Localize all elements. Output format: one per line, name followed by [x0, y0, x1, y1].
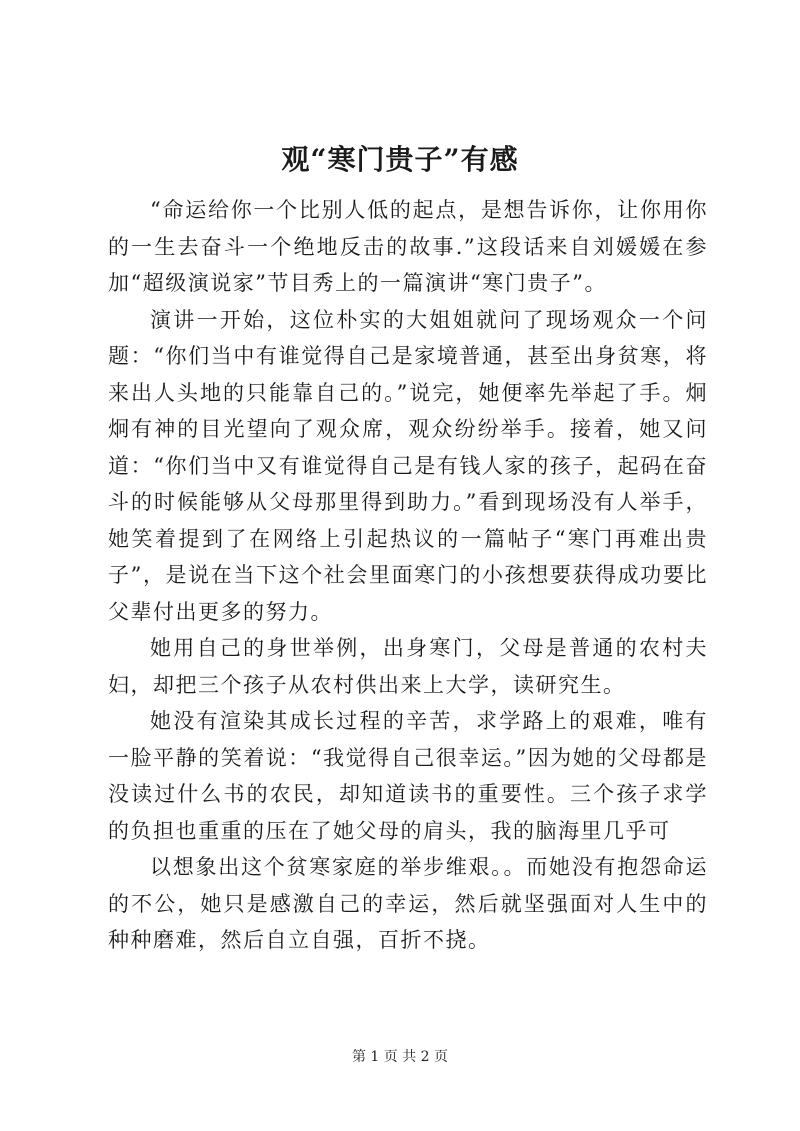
paragraph-5: 以想象出这个贫寒家庭的举步维艰。。而她没有抱怨命运的不公，她只是感激自己的幸运，然后就坚强面对人生中的种种磨难，然后自立自强，百折不挠。	[108, 855, 708, 952]
paragraph-3: 她用自己的身世举例，出身寒门，父母是普通的农村夫妇，却把三个孩子从农村供出来上大学，读研究生。	[108, 636, 708, 697]
paragraph-2: 演讲一开始，这位朴实的大姐姐就问了现场观众一个问题：“你们当中有谁觉得自己是家境普通，甚至出身贫寒，将来出人头地的只能靠自己的。”说完，她便率先举起了手。炯炯有神的目光望向了观众席，观众纷纷举手。接着，她又问道：“你们当中又有谁觉得自己是有钱人家的孩子，起码在奋斗的时候能够从父母那里得到助力。”看到现场没有人举手，她笑着提到了在网络上引起热议的一篇帖子“寒门再难出贵子”，是说在当下这个社会里面寒门的小孩想要获得成功要比父辈付出更多的努力。	[108, 307, 708, 624]
document-body	[108, 192, 708, 959]
document-title: 观“寒门贵子”有感	[281, 143, 519, 176]
paragraph-1: “命运给你一个比别人低的起点，是想告诉你，让你用你的一生去奋斗一个绝地反击的故事.”这段话来自刘媛媛在参加“超级演说家”节目秀上的一篇演讲“寒门贵子”。	[108, 198, 708, 295]
page-footer: 第 1 页 共 2 页	[351, 1049, 449, 1065]
paragraph-4: 她没有渲染其成长过程的辛苦，求学路上的艰难，唯有一脸平静的笑着说：“我觉得自己很幸运。”因为她的父母都是没读过什么书的农民，却知道读书的重要性。三个孩子求学的负担也重重的压在了她父母的肩头，我的脑海里几乎可	[108, 709, 708, 843]
